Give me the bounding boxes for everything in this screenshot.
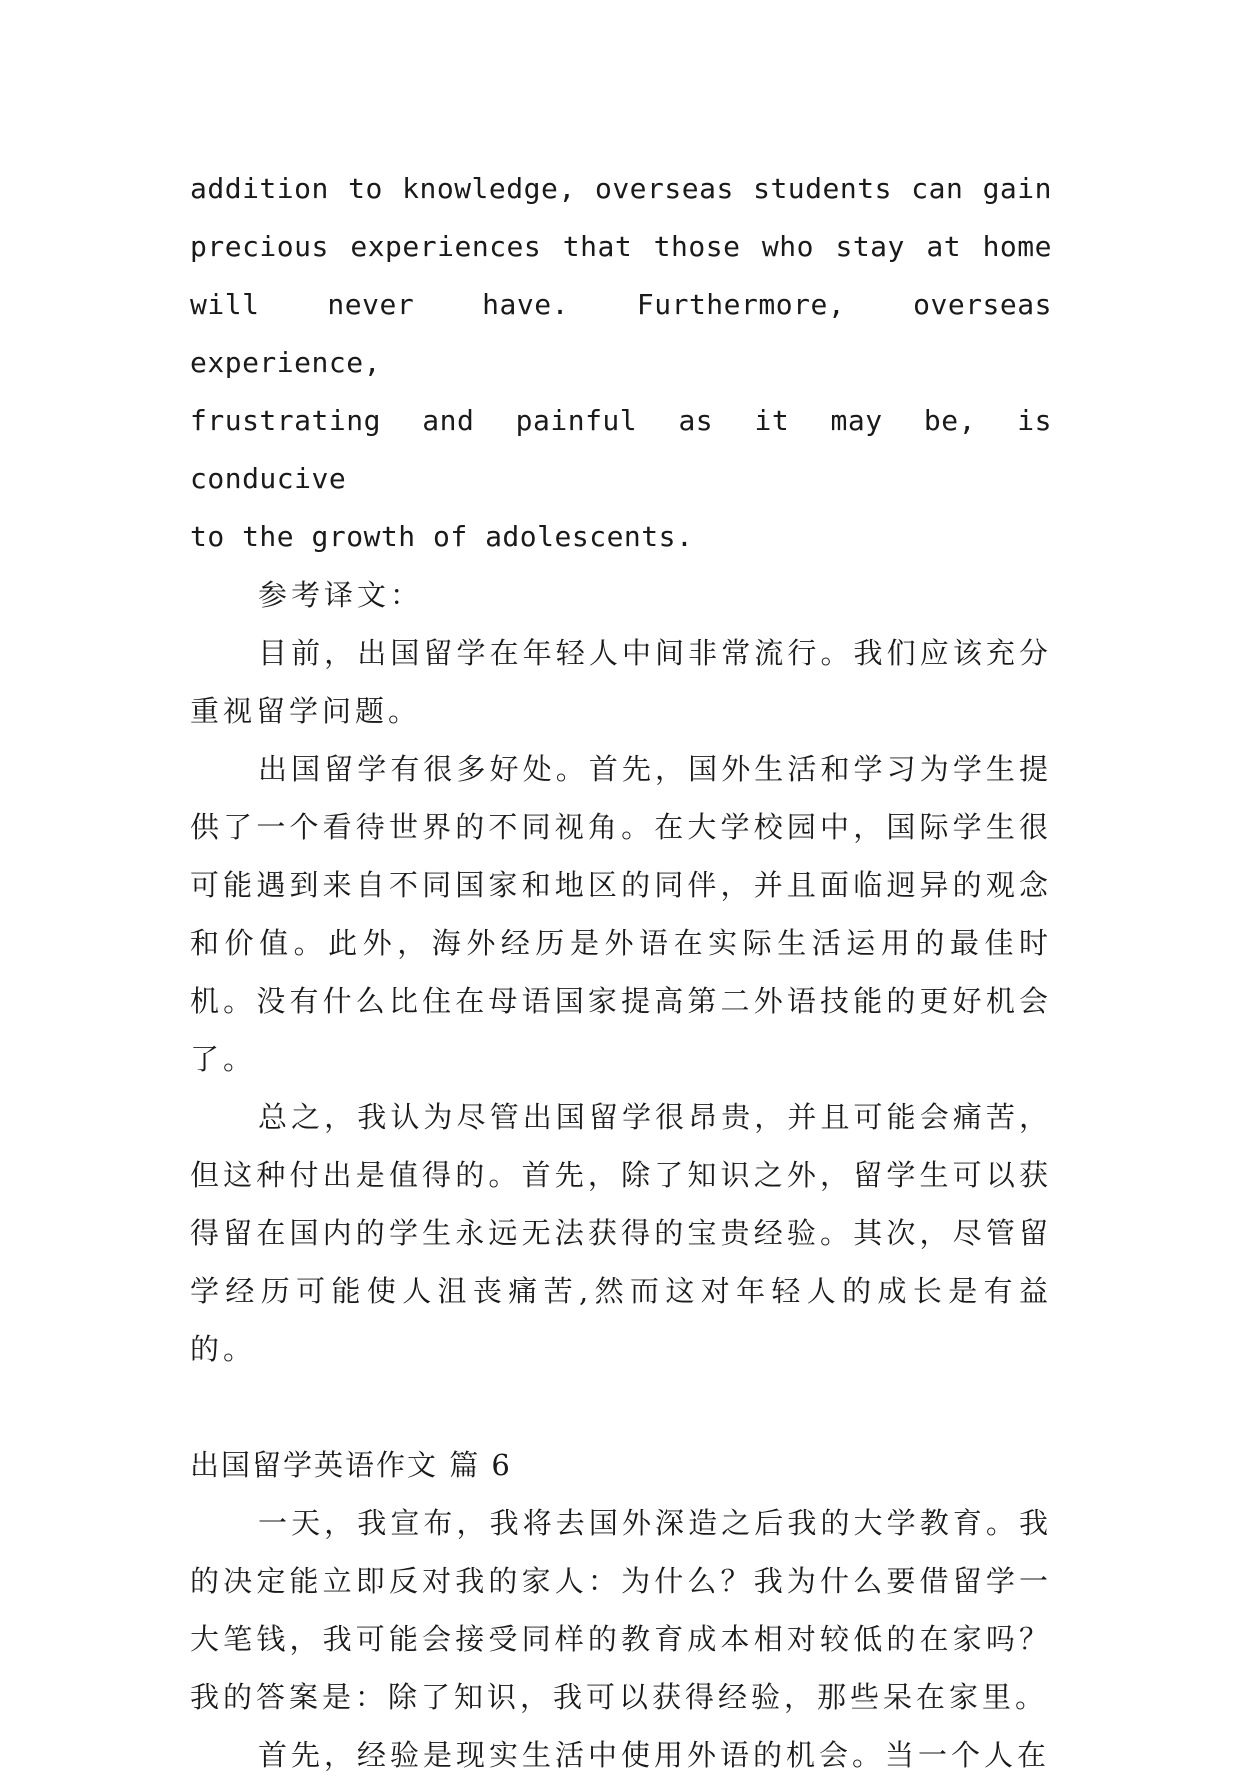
english-line: frustrating and painful as it may be, is conducive xyxy=(190,404,1052,495)
translation-paragraph: 总之，我认为尽管出国留学很昂贵，并且可能会痛苦，但这种付出是值得的。首先，除了知识之外，留学生可以获得留在国内的学生永远无法获得的宝贵经验。其次，尽管留学经历可能使人沮丧痛苦,然而这对年轻人的成长是有益的。 xyxy=(190,1100,1052,1366)
english-line: precious experiences that those who stay at home xyxy=(190,230,1052,263)
translation-paragraph: 目前，出国留学在年轻人中间非常流行。我们应该充分重视留学问题。 xyxy=(190,636,1052,728)
english-paragraph xyxy=(190,160,1052,566)
english-line: to the growth of adolescents. xyxy=(190,520,694,553)
section-heading: 出国留学英语作文 篇 6 xyxy=(190,1448,512,1482)
translation-label: 参考译文： xyxy=(258,578,424,612)
page-content xyxy=(190,160,1052,1784)
section-paragraph: 首先，经验是现实生活中使用外语的机会。当一个人在 xyxy=(258,1738,1051,1772)
english-line: will never have. Furthermore, overseas experience, xyxy=(190,288,1052,379)
english-line: addition to knowledge, overseas students can gain xyxy=(190,172,1052,205)
section-paragraph: 一天，我宣布，我将去国外深造之后我的大学教育。我的决定能立即反对我的家人：为什么？我为什么要借留学一大笔钱，我可能会接受同样的教育成本相对较低的在家吗？我的答案是：除了知识，我可以获得经验，那些呆在家里。 xyxy=(190,1506,1052,1714)
translation-paragraph: 出国留学有很多好处。首先，国外生活和学习为学生提供了一个看待世界的不同视角。在大学校园中，国际学生很可能遇到来自不同国家和地区的同伴，并且面临迥异的观念和价值。此外，海外经历是外语在实际生活运用的最佳时机。没有什么比住在母语国家提高第二外语技能的更好机会了。 xyxy=(190,752,1052,1076)
